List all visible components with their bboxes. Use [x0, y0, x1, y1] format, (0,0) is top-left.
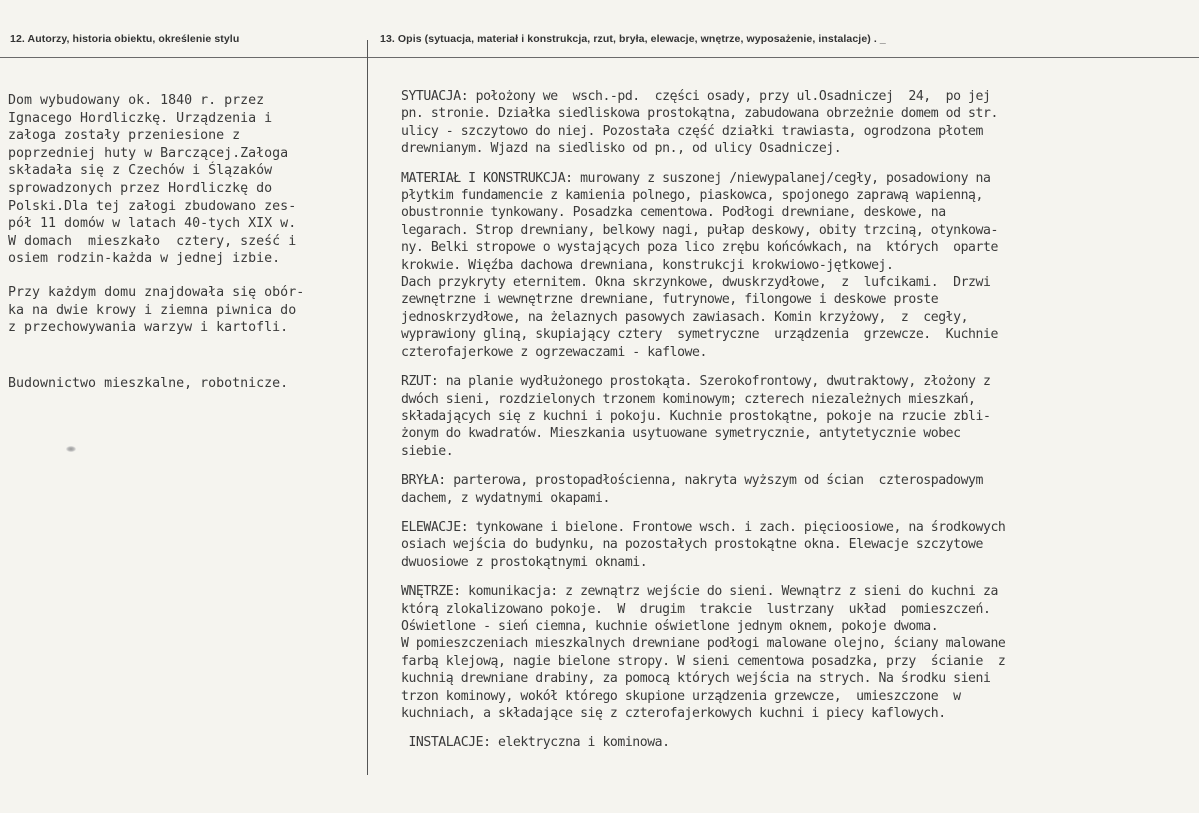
text-line: dwuosiowe z prostokątnymi oknami.	[401, 554, 648, 570]
text-line: SYTUACJA: położony we wsch.-pd. części osady, przy ul.Osadniczej 24, po jej	[401, 89, 991, 104]
text-line: składających się z kuchni i pokoju. Kuchnie prostokątne, pokoje na rzucie zbli-	[401, 408, 991, 424]
text-line: W domach mieszkało cztery, sześć i	[8, 233, 297, 249]
text-line: składała się z Czechów i Ślązaków	[8, 163, 273, 179]
scan-smudge	[66, 446, 76, 452]
text-line: WNĘTRZE: komunikacja: z zewnątrz wejście do sieni. Wewnątrz z sieni do kuchni za	[401, 584, 998, 600]
material-construction-paragraph	[401, 170, 1191, 361]
text-line: drewnianym. Wjazd na siedlisko od pn., od ulicy Osadniczej.	[401, 141, 842, 157]
text-line: Ignacego Hordliczkę. Urządzenia i	[8, 110, 273, 126]
text-line: pn. stronie. Działka siedliskowa prostokątna, zabudowana obrzeżnie domem od str.	[401, 106, 998, 122]
column-divider	[367, 40, 368, 775]
text-line: legarach. Strop drewniany, belkowy nagi, pułap deskowy, obity trzciną, otynkowa-	[401, 222, 998, 238]
installations-paragraph	[401, 734, 1191, 751]
plan-paragraph	[401, 373, 1191, 460]
text-line: osiach wejścia do budynku, na pozostałych prostokątne okna. Elewacje szczytowe	[401, 537, 983, 553]
text-line: RZUT: na planie wydłużonego prostokąta. Szerokofrontowy, dwutraktowy, złożony z	[401, 374, 991, 390]
text-line: Dom wybudowany ok. 1840 r. przez	[8, 93, 265, 108]
text-line: pół 11 domów w latach 40-tych XIX w.	[8, 216, 297, 232]
situation-paragraph	[401, 88, 1191, 158]
text-line: kuchnią drewniane drabiny, za pomocą których wejścia na strych. Na środku sieni	[401, 671, 991, 687]
text-line: płytkim fundamencie z kamienia polnego, piaskowca, spojonego zaprawą wapienną,	[401, 188, 983, 204]
elevations-paragraph	[401, 519, 1191, 571]
text-line: jednoskrzydłowe, na żelaznych pasowych zawiasach. Komin krzyżowy, z cegły,	[401, 309, 969, 325]
text-line: Polski.Dla tej załogi zbudowano zes-	[8, 198, 297, 214]
text-line: ELEWACJE: tynkowane i bielone. Frontowe wsch. i zach. pięcioosiowe, na środkowych	[401, 519, 1006, 535]
text-line: krokwie. Więźba dachowa drewniana, konstrukcji krokwiowo-jętkowej.	[401, 257, 894, 273]
history-paragraph	[8, 92, 363, 268]
authors-history-column	[8, 92, 363, 408]
text-line: Oświetlone - sień ciemna, kuchnie oświetlone jednym oknem, pokoje dwoma.	[401, 618, 939, 634]
style-paragraph	[8, 375, 363, 393]
text-line: siebie.	[401, 443, 454, 459]
text-line: zewnętrzne i wewnętrzne drewniane, futrynowe, filongowe i deskowe proste	[401, 292, 939, 308]
interior-paragraph	[401, 583, 1191, 722]
text-line: farbą klejową, nagie bielone stropy. W sieni cementowa posadzka, przy ścianie z	[401, 653, 1006, 669]
text-line: wyprawiony gliną, skupiający cztery symetryczne urządzenia grzewcze. Kuchnie	[401, 327, 998, 343]
header-rule	[0, 57, 1199, 58]
text-line: Budownictwo mieszkalne, robotnicze.	[8, 375, 289, 391]
section-13-header: 13. Opis (sytuacja, materiał i konstrukcja, rzut, bryła, elewacje, wnętrze, wyposażenie, instalacje) . _	[380, 33, 886, 45]
text-line: MATERIAŁ I KONSTRUKCJA: murowany z suszonej /niewypalanej/cegły, posadowiony na	[401, 170, 991, 186]
text-line: czterofajerkowe z ogrzewaczami - kaflowe.	[401, 344, 707, 360]
outbuildings-paragraph	[8, 284, 363, 337]
text-line: INSTALACJE: elektryczna i kominowa.	[401, 735, 670, 751]
massing-paragraph	[401, 472, 1191, 507]
text-line: Przy każdym domu znajdowała się obór-	[8, 284, 305, 300]
text-line: W pomieszczeniach mieszkalnych drewniane podłogi malowane olejno, ściany malowane	[401, 636, 1006, 652]
text-line: obustronnie tynkowany. Posadzka cementowa. Podłogi drewniane, deskowe, na	[401, 205, 946, 221]
text-line: sprowadzonych przez Hordliczkę do	[8, 180, 273, 196]
text-line: którą zlokalizowano pokoje. W drugim trakcie lustrzany układ pomieszczeń.	[401, 601, 991, 617]
description-column	[401, 88, 1191, 752]
text-line: Dach przykryty eternitem. Okna skrzynkowe, dwuskrzydłowe, z lufcikami. Drzwi	[401, 275, 991, 291]
text-line: załoga zostały przeniesione z	[8, 128, 241, 144]
text-line: dwóch sieni, rozdzielonych trzonem kominowym; czterech niezależnych mieszkań,	[401, 391, 976, 407]
text-line: żonym do kwadratów. Mieszkania usytuowane symetrycznie, antytetycznie wobec	[401, 426, 961, 442]
text-line: poprzedniej huty w Barczącej.Załoga	[8, 145, 289, 161]
text-line: trzon kominowy, wokół którego skupione urządzenia grzewcze, umieszczone w	[401, 688, 961, 704]
section-12-header: 12. Autorzy, historia obiektu, określenie stylu	[10, 33, 240, 45]
text-line: kuchniach, a składające się z czterofajerkowych kuchni i piecy kaflowych.	[401, 706, 946, 721]
text-line: ny. Belki stropowe o wystających poza lico zrębu końcówkach, na których oparte	[401, 240, 998, 256]
text-line: BRYŁA: parterowa, prostopadłościenna, nakryta wyższym od ścian czterospadowym	[401, 473, 983, 489]
text-line: ulicy - szczytowo do niej. Pozostała część działki trawiasta, ogrodzona płotem	[401, 123, 983, 139]
text-line: dachem, z wydatnymi okapami.	[401, 490, 610, 506]
text-line: ka na dwie krowy i ziemna piwnica do	[8, 302, 297, 318]
text-line: osiem rodzin-każda w jednej izbie.	[8, 251, 281, 267]
text-line: z przechowywania warzyw i kartofli.	[8, 320, 289, 336]
